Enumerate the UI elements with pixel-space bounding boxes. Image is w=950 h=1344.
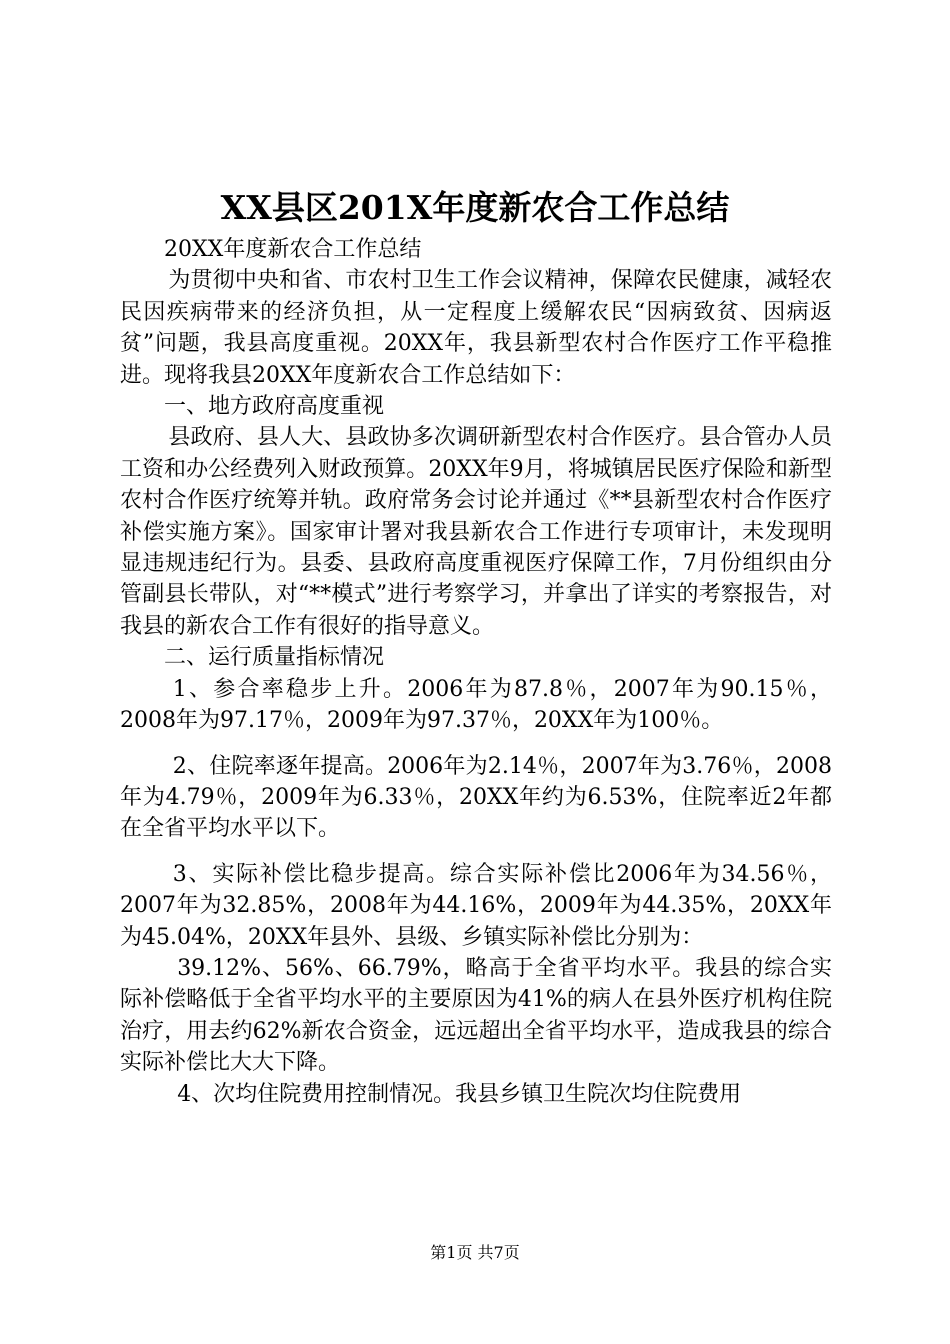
subtitle-paragraph: 20XX年度新农合工作总结 [164,237,422,262]
intro-paragraph: 为贯彻中央和省、市农村卫生工作会议精神，保障农民健康，减轻农民因疾病带来的经济负担，从一定程度上缓解农民“因病致贫、因病返贫”问题，我县高度重视。20XX年，我县新型农村合作医疗工作平稳推进。现将我县20XX年度新农合工作总结如下： [120,268,832,388]
item-4-paragraph: 4、次均住院费用控制情况。我县乡镇卫生院次均住院费用 [177,1081,742,1107]
section-1-paragraph: 县政府、县人大、县政协多次调研新型农村合作医疗。县合管办人员工资和办公经费列入财政预算。20XX年9月，将城镇居民医疗保险和新型农村合作医疗统筹并轨。政府常务会讨论并通过《**县新型农村合作医疗补偿实施方案》。国家审计署对我县新农合工作进行专项审计，未发现明显违规违纪行为。县委、县政府高度重视医疗保障工作，7月份组织由分管副县长带队，对“**模式”进行考察学习，并拿出了详实的考察报告，对我县的新农合工作有很好的指导意义。 [120,425,832,639]
document-body [120,234,832,1110]
document-title: XX县区201X年度新农合工作总结 [220,188,730,227]
section-heading-1: 一、地方政府高度重视 [164,394,385,420]
section-heading-2: 二、运行质量指标情况 [164,645,385,671]
item-3-continuation-paragraph: 39.12%、56%、66.79%，略高于全省平均水平。我县的综合实际补偿略低于全省平均水平的主要原因为41%的病人在县外医疗机构住院治疗，用去约62%新农合资金，远远超出全省平均水平，造成我县的综合实际补偿比大大下降。 [120,955,832,1076]
item-2-paragraph: 2、住院率逐年提高。2006年为2.14％，2007年为3.76％，2008年为4.79％，2009年为6.33％，20XX年约为6.53%，住院率近2年都在全省平均水平以下。 [120,753,832,842]
page-footer: 第1页 共7页 [430,1243,520,1262]
item-1-paragraph: 1、参合率稳步上升。2006年为87.8％，2007年为90.15％，2008年为97.17％，2009年为97.37％，20XX年为100％。 [120,676,832,734]
item-3-paragraph: 3、实际补偿比稳步提高。综合实际补偿比2006年为34.56％，2007年为32.85%，2008年为44.16%，2009年为44.35%，20XX年为45.04%，20XX年县外、县级、乡镇实际补偿比分别为： [120,861,832,950]
